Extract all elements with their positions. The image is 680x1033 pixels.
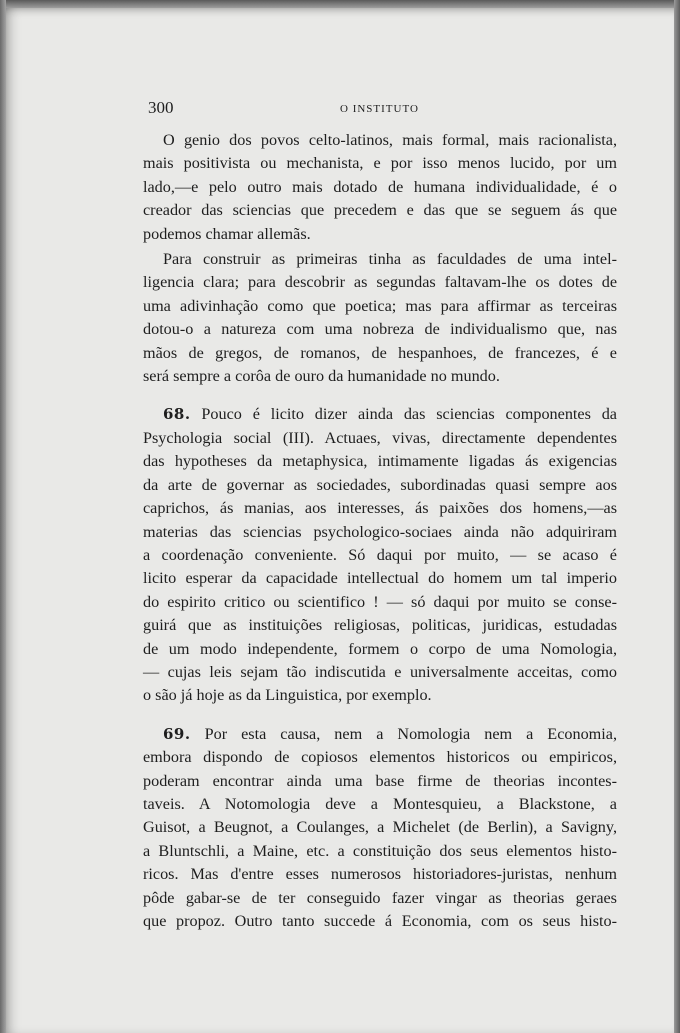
text-line: que propoz. Outro tanto succede á Economia, com os seus histo- bbox=[143, 912, 617, 930]
text-line: do espirito critico ou scientifico ! — só daqui por muito se conse- bbox=[143, 592, 617, 611]
page-header bbox=[148, 98, 616, 122]
body-text bbox=[143, 129, 617, 933]
text-line bbox=[143, 403, 617, 426]
text-line-content: Pouco é licito dizer ainda das sciencias componentes da bbox=[190, 405, 617, 424]
text-line: ligencia clara; para descobrir as segundas faltavam-lhe os dotes de bbox=[143, 273, 617, 292]
paragraph-section-69 bbox=[143, 723, 617, 934]
text-line: embora dispondo de copiosos elementos historicos ou empiricos, bbox=[143, 748, 617, 767]
text-line: licito esperar da capacidade intellectual do homem um tal imperio bbox=[143, 569, 617, 588]
text-line: mais positivista ou mechanista, e por isso menos lucido, por um bbox=[143, 154, 617, 173]
text-line: O genio dos povos celto-latinos, mais formal, mais racionalista, bbox=[163, 131, 617, 149]
section-number: 69. bbox=[163, 724, 191, 743]
text-line: caprichos, ás manias, aos interesses, ás paixões dos homens,—as bbox=[143, 499, 617, 518]
running-title: O INSTITUTO bbox=[340, 103, 419, 115]
text-line: poderam encontrar ainda uma base firme de theorias incontes- bbox=[143, 771, 617, 790]
text-line: lado,—e pelo outro mais dotado de humana individualidade, é o bbox=[143, 177, 617, 196]
text-line: o são já hoje as da Linguistica, por exemplo. bbox=[143, 686, 432, 705]
scan-right-shadow bbox=[674, 0, 680, 1033]
text-line: uma adivinhação como que poetica; mas para affirmar as terceiras bbox=[143, 296, 617, 315]
text-line: de um modo independente, formem o corpo de uma Nomologia, bbox=[143, 639, 617, 658]
text-line: da arte de governar as sociedades, subordinadas quasi sempre aos bbox=[143, 475, 617, 494]
text-line: podemos chamar allemãs. bbox=[143, 224, 311, 243]
scan-top-shadow bbox=[0, 0, 680, 8]
text-line: mãos de gregos, de romanos, de hespanhoes, de francezes, é e bbox=[143, 343, 617, 362]
text-line: materias das sciencias psychologico-sociaes ainda não adquiriram bbox=[143, 522, 617, 541]
text-line: — cujas leis sejam tão indiscutida e universalmente acceitas, como bbox=[143, 662, 617, 681]
text-line: a coordenação conveniente. Só daqui por muito, — se acaso é bbox=[143, 545, 617, 564]
section-number: 68. bbox=[163, 405, 191, 424]
text-line: Para construir as primeiras tinha as faculdades de uma intel- bbox=[163, 250, 617, 269]
text-line: dotou-o a natureza com uma nobreza de individualismo que, nas bbox=[143, 320, 617, 339]
paragraph-2 bbox=[143, 248, 617, 388]
text-line: creador das sciencias que precedem e das que se seguem ás que bbox=[143, 201, 617, 220]
paragraph-section-68 bbox=[143, 403, 617, 707]
text-line: Guisot, a Beugnot, a Coulanges, a Michelet (de Berlin), a Savigny, bbox=[143, 818, 617, 837]
text-line: taveis. A Notomologia deve a Montesquieu, a Blackstone, a bbox=[143, 794, 617, 813]
text-line: ricos. Mas d'entre esses numerosos historiadores-juristas, nenhum bbox=[143, 865, 617, 884]
text-line: das hypotheses da metaphysica, intimamente ligadas ás exigencias bbox=[143, 452, 617, 471]
text-line bbox=[143, 723, 617, 746]
text-line: será sempre a corôa de ouro da humanidade no mundo. bbox=[143, 367, 500, 386]
text-line-content: Por esta causa, nem a Nomologia nem a Economia, bbox=[190, 724, 617, 743]
text-line: a Bluntschli, a Maine, etc. a constituição dos seus elementos histo- bbox=[143, 841, 617, 860]
page-number: 300 bbox=[148, 98, 174, 117]
paragraph-1 bbox=[143, 129, 617, 246]
text-line: Psychologia social (III). Actuaes, vivas, directamente dependentes bbox=[143, 428, 617, 447]
text-line: pôde gabar-se de ter conseguido fazer vingar as theorias geraes bbox=[143, 888, 617, 907]
text-line: guirá que as instituições religiosas, politicas, juridicas, estudadas bbox=[143, 616, 617, 635]
